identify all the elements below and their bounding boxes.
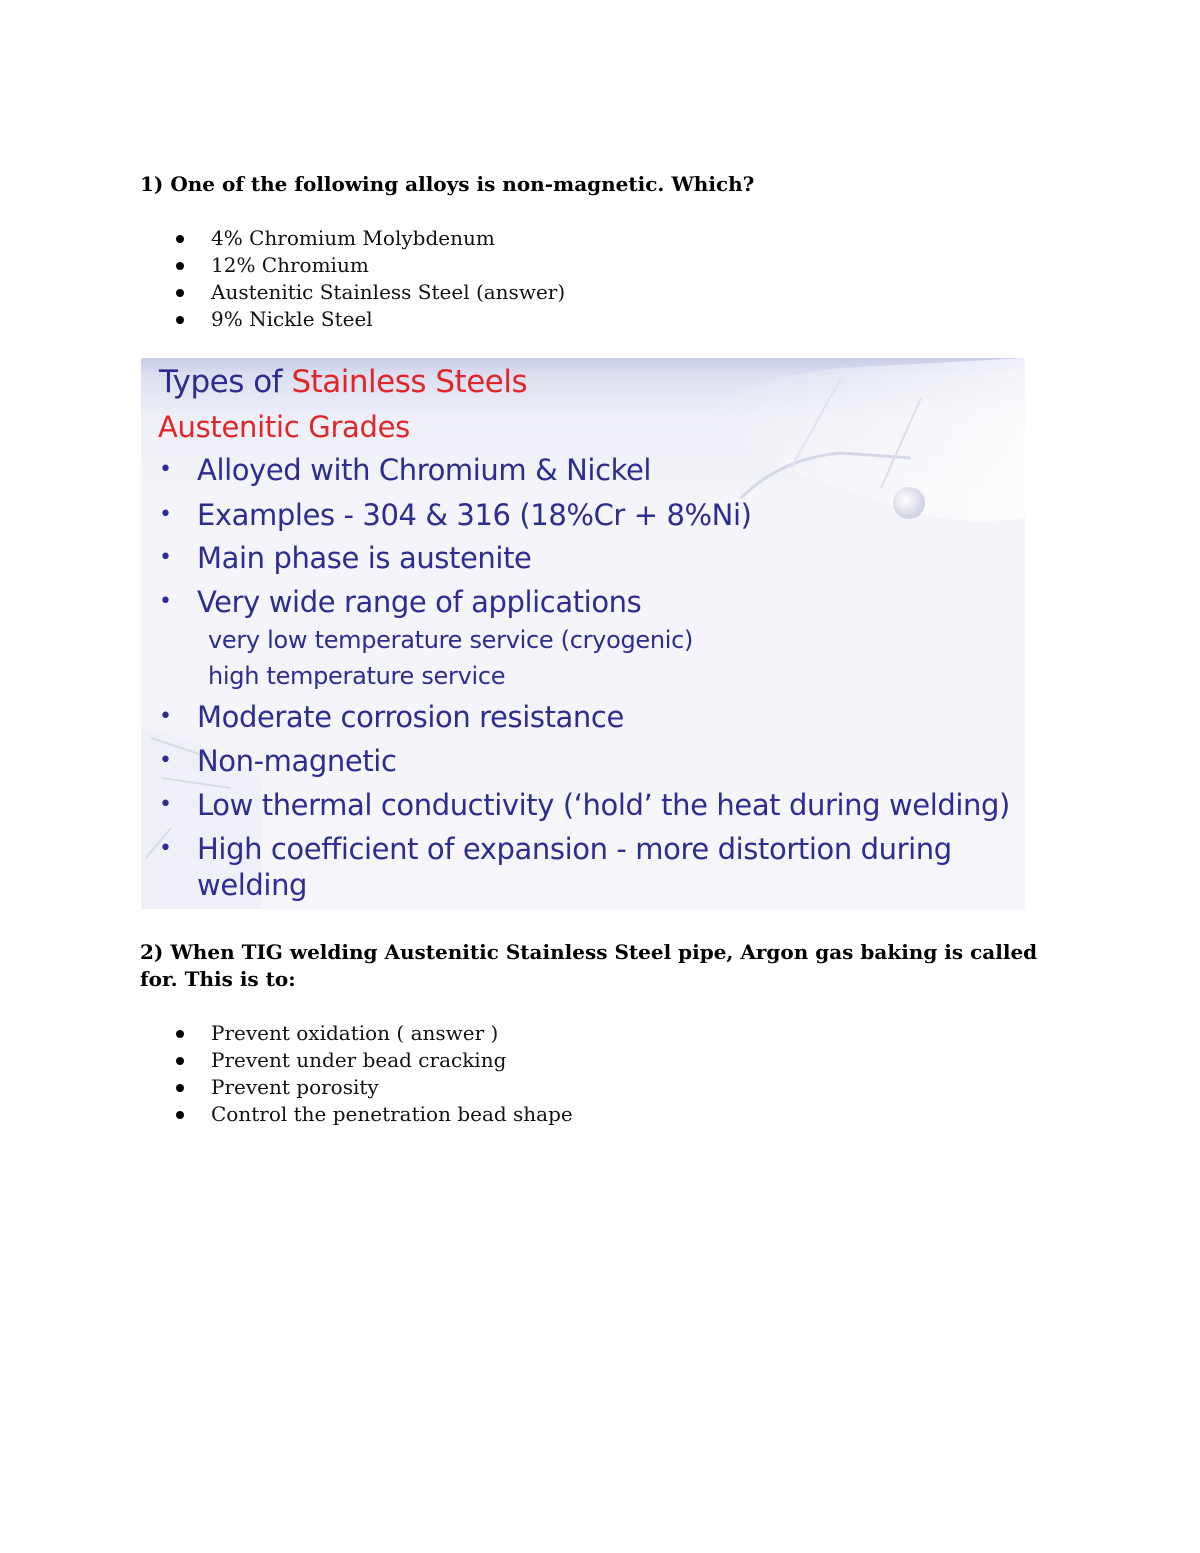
slide-sub-item: very low temperature service (cryogenic) bbox=[208, 626, 694, 654]
bullet-icon: • bbox=[159, 457, 172, 482]
question-1-options bbox=[174, 225, 565, 333]
bullet-icon: • bbox=[159, 704, 172, 729]
option-item: Prevent oxidation ( answer ) bbox=[174, 1020, 573, 1047]
bullet-icon: • bbox=[159, 502, 172, 527]
option-item: Control the penetration bead shape bbox=[174, 1101, 573, 1128]
slide-subtitle: Austenitic Grades bbox=[158, 410, 410, 444]
question-2: 2) When TIG welding Austenitic Stainless Steel pipe, Argon gas baking is called for. This is to: bbox=[140, 940, 1038, 991]
slide-image: Types of Stainless Steels Austenitic Grades • Alloyed with Chromium & Nickel • Examples - 304 & 316 (18%Cr + 8%Ni) • Main phase is austenite • Very wide range of applications very low temperature service (cryogenic) high temperature service • Moderate corrosion resistance • Non-magnetic • Low thermal conductivity (‘hold’ the heat during welding) • High coefficient of expansion - more distortion during welding bbox=[141, 358, 1025, 909]
bullet-icon: • bbox=[159, 545, 172, 570]
option-item: 12% Chromium bbox=[174, 252, 565, 279]
bullet-icon: • bbox=[159, 748, 172, 773]
slide-title-prefix: Types of bbox=[159, 364, 292, 400]
option-item: Prevent under bead cracking bbox=[174, 1047, 573, 1074]
option-item: Austenitic Stainless Steel (answer) bbox=[174, 279, 565, 306]
bullet-icon: • bbox=[159, 792, 172, 817]
slide-sub-item: high temperature service bbox=[208, 662, 506, 690]
option-item: 9% Nickle Steel bbox=[174, 306, 565, 333]
slide-title bbox=[159, 364, 527, 400]
option-item: 4% Chromium Molybdenum bbox=[174, 225, 565, 252]
slide-title-highlight: Stainless Steels bbox=[291, 364, 528, 400]
option-item: Prevent porosity bbox=[174, 1074, 573, 1101]
bullet-icon: • bbox=[159, 589, 172, 614]
question-2-options bbox=[174, 1020, 573, 1128]
question-1: 1) One of the following alloys is non-magnetic. Which? bbox=[140, 172, 755, 196]
bullet-icon: • bbox=[159, 836, 172, 861]
